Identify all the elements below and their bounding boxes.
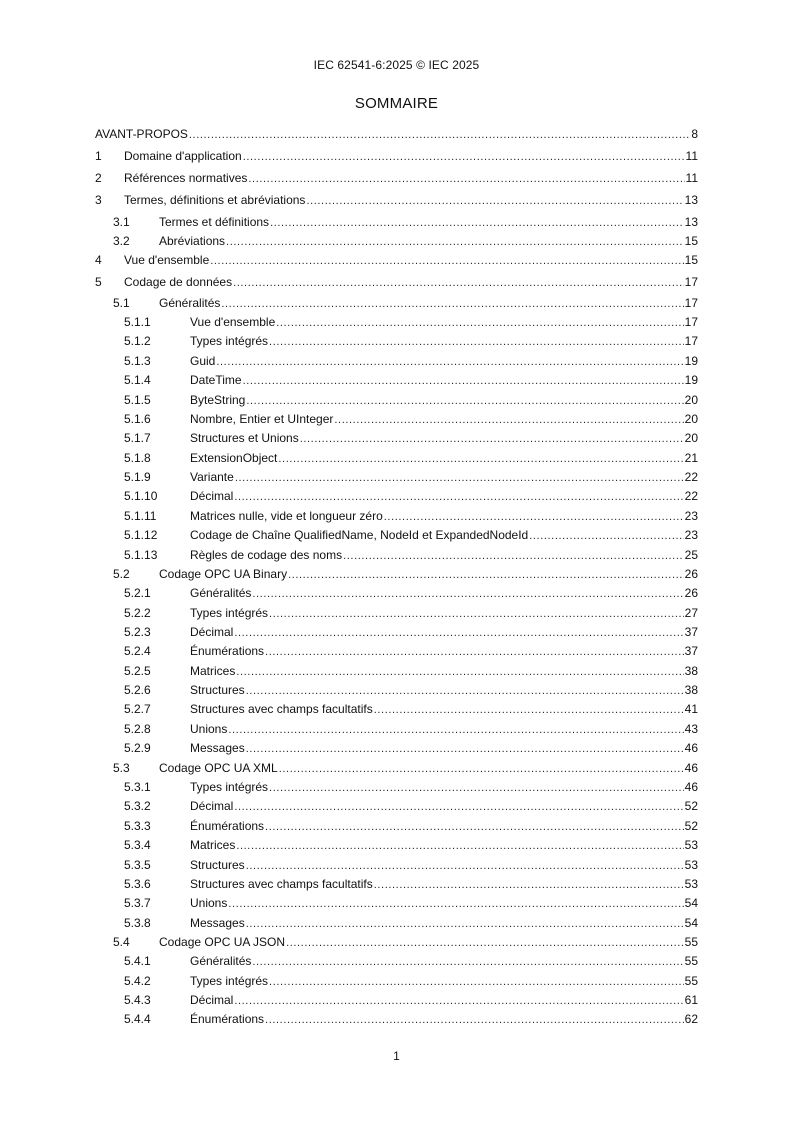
toc-entry-page: 17: [684, 315, 698, 329]
toc-dot-leader: [248, 171, 684, 187]
toc-entry-number: 5.1.12: [124, 528, 158, 542]
toc-entry-number: 5.1.9: [124, 470, 151, 484]
toc-entry[interactable]: [95, 148, 698, 164]
toc-entry-label: Structures avec champs facultatifs: [190, 877, 373, 891]
toc-entry-number: 1: [95, 149, 102, 163]
toc-entry[interactable]: [95, 605, 698, 621]
toc-dot-leader: [300, 431, 684, 447]
toc-entry-page: 20: [684, 393, 698, 407]
toc-entry[interactable]: [95, 915, 698, 931]
toc-entry-page: 19: [684, 373, 698, 387]
toc-dot-leader: [384, 509, 684, 525]
toc-entry-page: 13: [684, 215, 698, 229]
toc-entry-label: Énumérations: [190, 644, 265, 658]
toc-entry-label: ByteString: [190, 393, 246, 407]
toc-dot-leader: [246, 741, 684, 757]
toc-entry-page: 55: [684, 954, 698, 968]
toc-dot-leader: [243, 373, 684, 389]
toc-entry-page: 43: [684, 722, 698, 736]
toc-entry-label: Structures: [190, 683, 245, 697]
toc-entry[interactable]: [95, 760, 698, 776]
toc-entry-page: 46: [684, 741, 698, 755]
toc-entry[interactable]: [95, 469, 698, 485]
toc-entry-page: 20: [684, 412, 698, 426]
toc-entry[interactable]: [95, 488, 698, 504]
toc-entry[interactable]: [95, 314, 698, 330]
toc-entry-label: Codage de Chaîne QualifiedName, NodeId et ExpandedNodeId: [190, 528, 529, 542]
toc-entry-page: 37: [684, 644, 698, 658]
toc-entry-page: 23: [684, 528, 698, 542]
toc-entry-label: Variante: [190, 470, 234, 484]
toc-entry[interactable]: [95, 992, 698, 1008]
toc-entry-label: Généralités: [190, 586, 252, 600]
toc-dot-leader: [269, 974, 684, 990]
toc-entry[interactable]: [95, 585, 698, 601]
toc-entry-number: 5.1: [113, 296, 130, 310]
toc-entry[interactable]: [95, 798, 698, 814]
toc-entry-label: Décimal: [190, 799, 234, 813]
toc-entry[interactable]: [95, 837, 698, 853]
toc-entry-page: 15: [684, 234, 698, 248]
toc-entry-number: 5.2.1: [124, 586, 151, 600]
toc-entry-page: 17: [684, 334, 698, 348]
toc-entry-page: 13: [684, 193, 698, 207]
toc-entry-number: 5.2.9: [124, 741, 151, 755]
toc-dot-leader: [269, 780, 684, 796]
toc-entry-number: 3.2: [113, 234, 130, 248]
toc-entry-label: Unions: [190, 896, 228, 910]
toc-entry-label: Références normatives: [124, 171, 248, 185]
toc-dot-leader: [252, 954, 683, 970]
toc-entry[interactable]: [95, 682, 698, 698]
toc-entry-page: 22: [684, 470, 698, 484]
toc-entry-page: 23: [684, 509, 698, 523]
toc-entry-label: Types intégrés: [190, 606, 269, 620]
toc-entry-label: Codage OPC UA Binary: [159, 567, 288, 581]
toc-entry[interactable]: [95, 643, 698, 659]
toc-entry[interactable]: [95, 624, 698, 640]
toc-entry-number: 5.4.1: [124, 954, 151, 968]
toc-entry-page: 38: [684, 683, 698, 697]
toc-entry-label: Messages: [190, 741, 245, 755]
toc-entry-number: 5.1.5: [124, 393, 151, 407]
toc-entry[interactable]: [95, 701, 698, 717]
toc-entry-page: 8: [691, 127, 698, 141]
toc-entry-number: 5.2.4: [124, 644, 151, 658]
toc-entry-page: 41: [684, 702, 698, 716]
toc-entry-label: Décimal: [190, 489, 234, 503]
toc-entry[interactable]: [95, 508, 698, 524]
toc-dot-leader: [288, 567, 684, 583]
toc-entry-number: 5.4.2: [124, 974, 151, 988]
toc-dot-leader: [235, 470, 684, 486]
toc-entry-number: 5.2.3: [124, 625, 151, 639]
toc-entry-number: 5.2: [113, 567, 130, 581]
toc-dot-leader: [221, 296, 683, 312]
toc-dot-leader: [226, 234, 684, 250]
toc-dot-leader: [286, 935, 684, 951]
toc-entry[interactable]: [95, 233, 698, 249]
toc-entry-label: ExtensionObject: [190, 451, 278, 465]
toc-dot-leader: [246, 393, 683, 409]
toc-entry-page: 62: [684, 1012, 698, 1026]
toc-entry[interactable]: [95, 779, 698, 795]
toc-entry[interactable]: [95, 170, 698, 186]
toc-entry-number: 3.1: [113, 215, 130, 229]
toc-entry-label: Guid: [190, 354, 216, 368]
toc-entry-number: 5.1.13: [124, 548, 158, 562]
toc-entry-page: 27: [684, 606, 698, 620]
toc-entry[interactable]: [95, 895, 698, 911]
toc-entry-number: 5.4.3: [124, 993, 151, 1007]
toc-entry[interactable]: [95, 547, 698, 563]
toc-entry[interactable]: [95, 566, 698, 582]
toc-entry-label: Abréviations: [159, 234, 226, 248]
toc-entry-number: 4: [95, 253, 102, 267]
toc-entry-label: Énumérations: [190, 819, 265, 833]
toc-entry-label: Matrices: [190, 664, 236, 678]
toc-entry-number: 5.2.7: [124, 702, 151, 716]
toc-dot-leader: [343, 548, 684, 564]
toc-dot-leader: [216, 354, 683, 370]
toc-dot-leader: [276, 315, 683, 331]
toc-entry-number: 5.1.1: [124, 315, 151, 329]
toc-entry-number: 3: [95, 193, 102, 207]
toc-dot-leader: [269, 606, 684, 622]
toc-entry-page: 46: [684, 761, 698, 775]
toc-entry[interactable]: [95, 721, 698, 737]
toc-entry[interactable]: [95, 274, 698, 290]
toc-entry[interactable]: [95, 411, 698, 427]
toc-entry-number: 5.3.8: [124, 916, 151, 930]
toc-entry[interactable]: [95, 953, 698, 969]
toc-dot-leader: [279, 761, 684, 777]
toc-dot-leader: [246, 858, 684, 874]
toc-entry-label: Termes, définitions et abréviations: [124, 193, 306, 207]
toc-dot-leader: [234, 993, 683, 1009]
toc-entry-number: 5.4.4: [124, 1012, 151, 1026]
toc-entry-label: Structures: [190, 858, 245, 872]
toc-dot-leader: [210, 253, 683, 269]
toc-entry[interactable]: [95, 740, 698, 756]
toc-entry-page: 21: [684, 451, 698, 465]
toc-entry[interactable]: [95, 663, 698, 679]
toc-entry-label: Codage OPC UA XML: [159, 761, 278, 775]
toc-entry-page: 20: [684, 431, 698, 445]
toc-entry-label: Types intégrés: [190, 334, 269, 348]
toc-entry-number: 5.1.7: [124, 431, 151, 445]
toc-dot-leader: [246, 916, 684, 932]
toc-entry-page: 53: [684, 877, 698, 891]
toc-entry-label: Structures et Unions: [190, 431, 299, 445]
toc-entry-label: Matrices: [190, 838, 236, 852]
toc-entry[interactable]: [95, 450, 698, 466]
toc-entry-page: 55: [684, 974, 698, 988]
toc-entry-page: 38: [684, 664, 698, 678]
toc-entry-label: Nombre, Entier et UInteger: [190, 412, 334, 426]
toc-dot-leader: [236, 838, 683, 854]
toc-entry-label: Domaine d'application: [124, 149, 242, 163]
toc-entry-page: 17: [684, 296, 698, 310]
toc-entry-number: 5.3.1: [124, 780, 151, 794]
toc-entry-page: 11: [685, 171, 698, 185]
toc-entry[interactable]: [95, 1011, 698, 1027]
toc-entry-number: 5.1.8: [124, 451, 151, 465]
toc-entry-label: Types intégrés: [190, 974, 269, 988]
toc-entry-number: 5.3: [113, 761, 130, 775]
toc-entry[interactable]: [95, 333, 698, 349]
toc-entry[interactable]: [95, 252, 698, 268]
toc-entry-number: 5.2.2: [124, 606, 151, 620]
toc-entry-number: 5.1.6: [124, 412, 151, 426]
toc-entry-page: 26: [684, 567, 698, 581]
toc-entry[interactable]: [95, 973, 698, 989]
toc-entry-page: 61: [684, 993, 698, 1007]
toc-entry-page: 53: [684, 858, 698, 872]
toc-dot-leader: [529, 528, 683, 544]
toc-entry-label: Structures avec champs facultatifs: [190, 702, 373, 716]
toc-dot-leader: [334, 412, 683, 428]
toc-dot-leader: [265, 644, 684, 660]
toc-entry-page: 52: [684, 819, 698, 833]
toc-entry-label: Termes et définitions: [159, 215, 270, 229]
toc-dot-leader: [278, 451, 683, 467]
toc-entry-number: 5.1.11: [124, 509, 157, 523]
toc-dot-leader: [374, 702, 684, 718]
toc-entry-label: Messages: [190, 916, 245, 930]
toc-entry-label: Types intégrés: [190, 780, 269, 794]
toc-entry-page: 22: [684, 489, 698, 503]
toc-entry-number: 5.3.2: [124, 799, 151, 813]
toc-entry-number: 5.4: [113, 935, 130, 949]
toc-entry[interactable]: [95, 353, 698, 369]
toc-entry-number: 5.2.6: [124, 683, 151, 697]
document-header: IEC 62541-6:2025 © IEC 2025: [313, 58, 480, 72]
toc-dot-leader: [270, 215, 684, 231]
toc-entry-label: Généralités: [159, 296, 221, 310]
toc-entry-number: 5.3.3: [124, 819, 151, 833]
toc-dot-leader: [228, 722, 683, 738]
toc-entry-label: Énumérations: [190, 1012, 265, 1026]
toc-entry[interactable]: [95, 857, 698, 873]
toc-dot-leader: [233, 275, 684, 291]
toc-entry-number: 2: [95, 171, 102, 185]
toc-entry-number: 5.2.8: [124, 722, 151, 736]
toc-entry[interactable]: [95, 392, 698, 408]
toc-dot-leader: [234, 489, 683, 505]
toc-dot-leader: [246, 683, 684, 699]
toc-entry[interactable]: [95, 876, 698, 892]
toc-entry-number: 5.3.5: [124, 858, 151, 872]
toc-entry-page: 46: [684, 780, 698, 794]
toc-entry-page: 55: [684, 935, 698, 949]
toc-entry-page: 15: [684, 253, 698, 267]
toc-entry-label: Décimal: [190, 993, 234, 1007]
toc-entry-page: 26: [684, 586, 698, 600]
toc-dot-leader: [228, 896, 683, 912]
toc-entry-number: 5.3.6: [124, 877, 151, 891]
toc-entry-label: Matrices nulle, vide et longueur zéro: [190, 509, 383, 523]
toc-entry-page: 17: [684, 275, 698, 289]
toc-entry-number: 5.3.4: [124, 838, 151, 852]
toc-entry[interactable]: [95, 372, 698, 388]
toc-dot-leader: [265, 1012, 684, 1028]
toc-entry[interactable]: [95, 934, 698, 950]
toc-entry-label: AVANT-PROPOS: [95, 127, 188, 141]
toc-dot-leader: [252, 586, 683, 602]
toc-entry-page: 19: [684, 354, 698, 368]
toc-entry-label: Décimal: [190, 625, 234, 639]
toc-entry-page: 54: [684, 916, 698, 930]
toc-entry-page: 54: [684, 896, 698, 910]
toc-dot-leader: [374, 877, 684, 893]
page-number: 1: [393, 1049, 400, 1063]
toc-dot-leader: [234, 625, 683, 641]
toc-entry[interactable]: [95, 192, 698, 208]
toc-dot-leader: [306, 193, 683, 209]
toc-entry-number: 5.3.7: [124, 896, 151, 910]
toc-entry-label: Généralités: [190, 954, 252, 968]
toc-entry-label: DateTime: [190, 373, 242, 387]
toc-entry-number: 5.1.2: [124, 334, 151, 348]
toc-entry[interactable]: [95, 126, 698, 142]
toc-entry-number: 5.1.3: [124, 354, 151, 368]
toc-entry-label: Vue d'ensemble: [124, 253, 210, 267]
toc-dot-leader: [269, 334, 684, 350]
toc-entry-label: Règles de codage des noms: [190, 548, 343, 562]
toc-entry-page: 53: [684, 838, 698, 852]
toc-entry-number: 5.1.4: [124, 373, 151, 387]
toc-entry[interactable]: [95, 295, 698, 311]
toc-entry-number: 5.1.10: [124, 489, 158, 503]
toc-entry-label: Codage de données: [124, 275, 233, 289]
toc-entry-page: 37: [684, 625, 698, 639]
toc-entry-label: Codage OPC UA JSON: [159, 935, 286, 949]
toc-entry[interactable]: [95, 430, 698, 446]
toc-entry-label: Vue d'ensemble: [190, 315, 276, 329]
toc-dot-leader: [243, 149, 685, 165]
page-title: SOMMAIRE: [354, 95, 439, 112]
toc-entry-number: 5.2.5: [124, 664, 151, 678]
toc-entry-page: 52: [684, 799, 698, 813]
toc-entry[interactable]: [95, 818, 698, 834]
toc-entry-page: 11: [685, 149, 698, 163]
toc-entry-number: 5: [95, 275, 102, 289]
toc-entry-label: Unions: [190, 722, 228, 736]
toc-entry-page: 25: [684, 548, 698, 562]
toc-entry[interactable]: [95, 527, 698, 543]
toc-dot-leader: [189, 127, 690, 143]
toc-entry[interactable]: [95, 214, 698, 230]
toc-dot-leader: [265, 819, 684, 835]
toc-dot-leader: [236, 664, 683, 680]
toc-dot-leader: [234, 799, 683, 815]
